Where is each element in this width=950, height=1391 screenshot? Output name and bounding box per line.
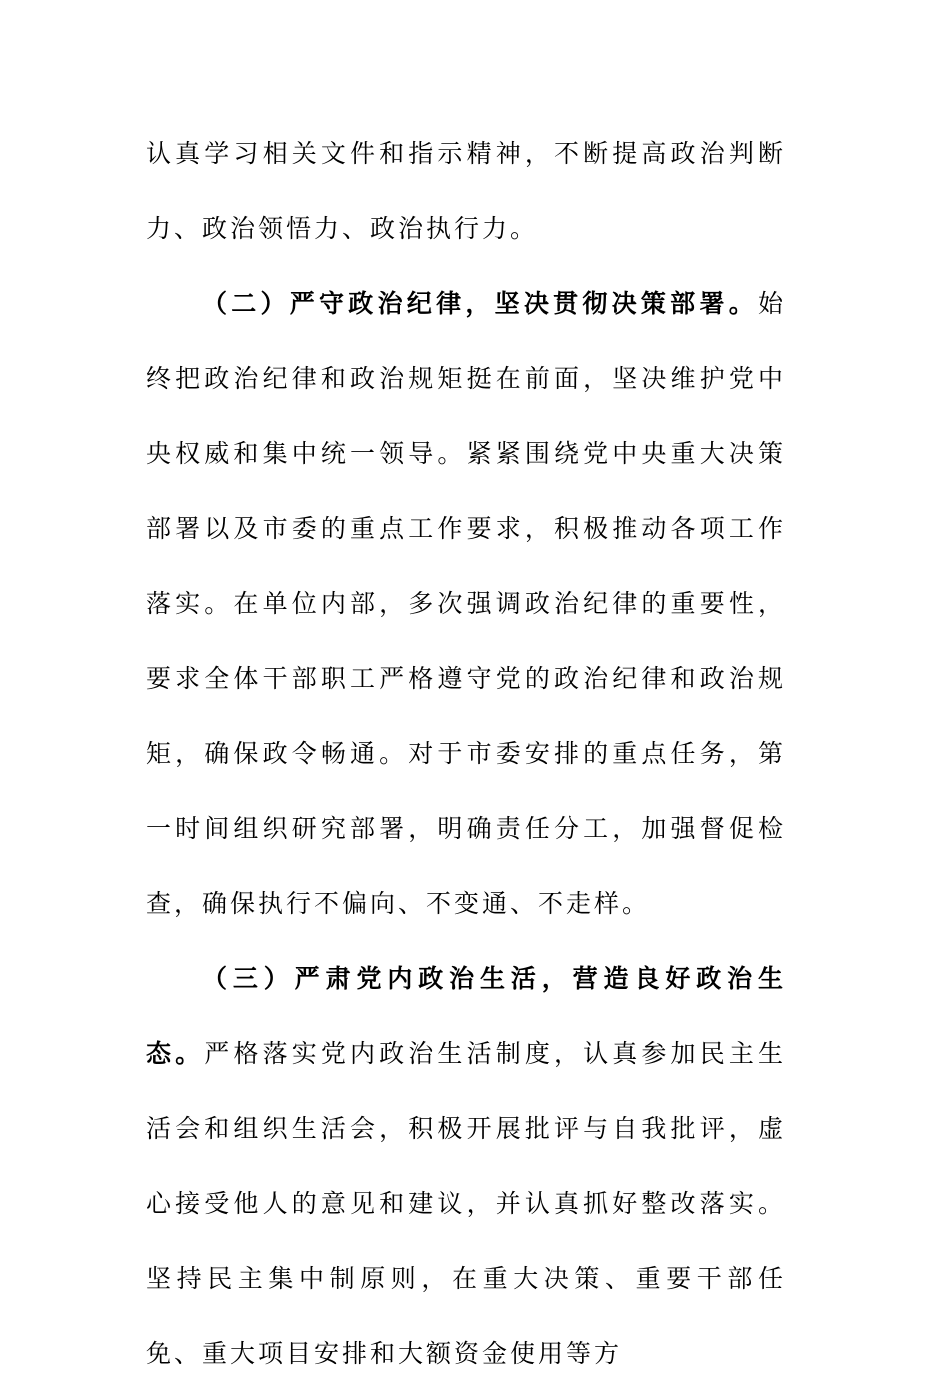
paragraph-section-2 (146, 266, 786, 941)
paragraph-body: 始终把政治纪律和政治规矩挺在前面，坚决维护党中央权威和集中统一领导。紧紧围绕党中央重大决策部署以及市委的重点工作要求，积极推动各项工作落实。在单位内部，多次强调政治纪律的重要性，要求全体干部职工严格遵守党的政治纪律和政治规矩，确保政令畅通。对于市委安排的重点任务，第一时间组织研究部署，明确责任分工，加强督促检查，确保执行不偏向、不变通、不走样。 (146, 289, 786, 918)
paragraph-body: 严格落实党内政治生活制度，认真参加民主生活会和组织生活会，积极开展批评与自我批评，虚心接受他人的意见和建议，并认真抓好整改落实。坚持民主集中制原则，在重大决策、重要干部任免、重大项目安排和大额资金使用等方 (146, 1039, 786, 1368)
section-heading: （三）严肃党内政治生活，营造良好政治生态。 (146, 964, 786, 1068)
paragraph-body: 认真学习相关文件和指示精神，不断提高政治判断力、政治领悟力、政治执行力。 (146, 139, 786, 243)
document-body (146, 116, 786, 1391)
section-heading: （二）严守政治纪律，坚决贯彻决策部署。 (202, 289, 758, 318)
paragraph-continuation (146, 116, 786, 266)
paragraph-section-3 (146, 941, 786, 1391)
